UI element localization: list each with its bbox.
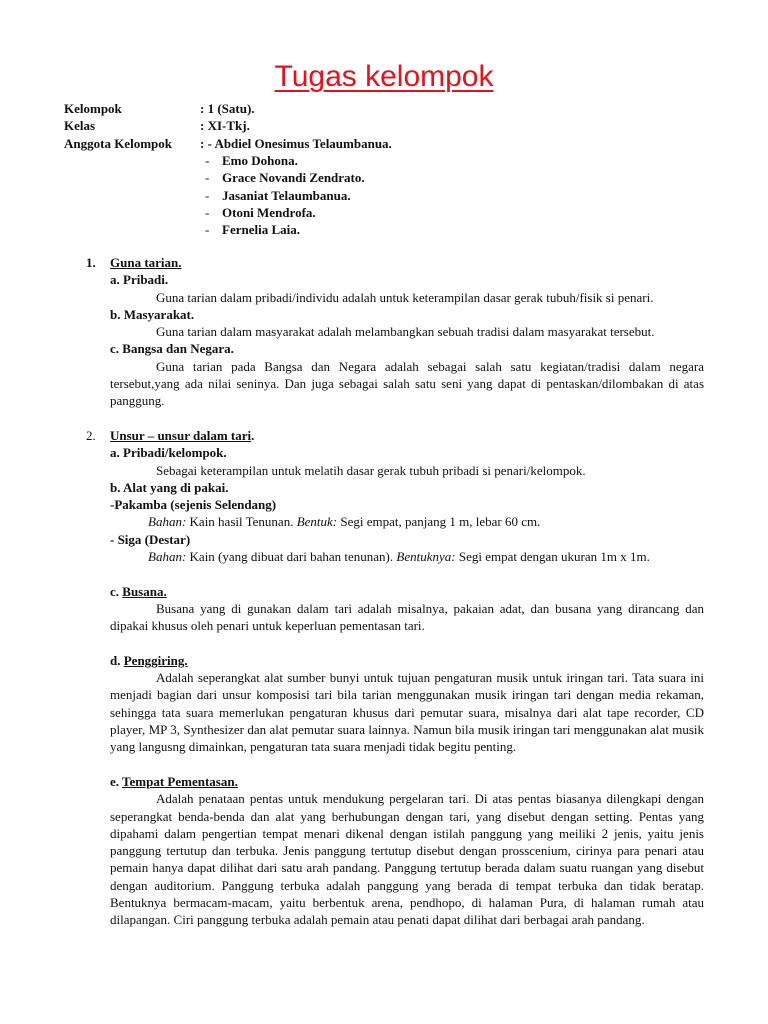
member-item: - Otoni Mendrofa.	[205, 204, 316, 220]
document-title: Tugas kelompok	[274, 60, 494, 93]
siga-detail: Bahan: Kain (yang dibuat dari bahan tenunan). Bentuknya: Segi empat dengan ukuran 1m x 1m.	[148, 549, 650, 565]
s2-c-text: Busana yang di gunakan dalam tari adalah misalnya, pakaian adat, dan busana yang dirancang dan dipakai khusus oleh penari untuk keperluan pementasan tari.	[110, 600, 704, 634]
s2-b-heading: b. Alat yang di pakai.	[110, 479, 229, 495]
anggota-label: Anggota Kelompok	[64, 135, 172, 151]
group-info	[64, 100, 392, 152]
s2-e-text: Adalah penataan pentas untuk mendukung pergelaran tari. Di atas pentas biasanya dilengkapi dengan seperangkat benda-benda dan alat yang berhubungan dengan tari, yang disebut dengan setting. Pentas yang dipahami dalam pengertian tempat menari dikenal dengan istilah panggung yang meiliki 2 jenis, yaitu jenis panggung tertutup dan terbuka. Jenis panggung tertutup disebut dengan prosscenium, cirinya para penari atau pemain hanya dapat dilihat dari satu arah pandang. Panggung tertutup berada dalam suatu ruangan yang disebut dengan auditorium. Panggung terbuka adalah panggung yang berada di tempat terbuka dan tidak beratap. Bentuknya bermacam-macam, yaitu berbentuk arena, pendhopo, di halaman Pura, di halaman rumah atau dilapangan. Ciri panggung terbuka adalah pemain atau penati dapat dilihat dari berbagai arah pandang.	[110, 791, 704, 928]
s2-a-text: Sebagai keterampilan untuk melatih dasar gerak tubuh pribadi si penari/kelompok.	[156, 462, 586, 478]
section-1-heading: 1. Guna tarian.	[86, 255, 182, 270]
section-1	[86, 254, 704, 410]
member-item: - Jasaniat Telaumbanua.	[205, 187, 351, 203]
member-item: - Fernelia Laia.	[205, 222, 300, 238]
anggota-first-member: : - Abdiel Onesimus Telaumbanua.	[200, 135, 392, 151]
kelompok-row	[64, 100, 392, 117]
section-2	[86, 427, 704, 929]
s1-b-text: Guna tarian dalam masyarakat adalah melambangkan sebuah tradisi dalam masyarakat tersebut.	[156, 324, 655, 340]
s2-d-text: Adalah seperangkat alat sumber bunyi untuk tujuan pengaturan musik untuk iringan tari. Tata suara ini menjadi bagian dari unsur komposisi tari bila tarian menggunakan musik iringan tari dengan media rekaman, sehingga tata suara memerlukan pengaturan khusus dari pemutar suara, misalnya dari alat tape recorder, CD player, MP 3, Synthesizer dan alat pemutar suara lainnya. Namun bila musik iringan tari menggunakan alat musik yang langusng dimainkan, pengaturan tata suara menjadi tidak begitu penting.	[110, 670, 704, 755]
section-2-heading: 2. Unsur – unsur dalam tari.	[86, 427, 255, 443]
member-list	[205, 152, 365, 238]
s2-e-heading: e. Tempat Pementasan.	[110, 773, 238, 789]
member-item: - Grace Novandi Zendrato.	[205, 170, 365, 186]
s2-d-heading: d. Penggiring.	[110, 652, 188, 668]
anggota-row	[64, 135, 392, 152]
siga-heading: - Siga (Destar)	[110, 531, 191, 547]
s1-c-heading: c. Bangsa dan Negara.	[110, 341, 234, 357]
kelas-value: : XI-Tkj.	[200, 118, 250, 134]
kelompok-value: : 1 (Satu).	[200, 101, 255, 116]
kelompok-label: Kelompok	[64, 101, 122, 116]
s1-a-text: Guna tarian dalam pribadi/individu adalah untuk keterampilan dasar gerak tubuh/fisik si penari.	[156, 289, 654, 305]
kelas-label: Kelas	[64, 118, 96, 134]
pakamba-heading: -Pakamba (sejenis Selendang)	[110, 497, 277, 513]
s2-c-heading: c. Busana.	[110, 583, 167, 599]
s2-a-heading: a. Pribadi/kelompok.	[110, 445, 227, 461]
member-item: - Emo Dohona.	[205, 153, 298, 168]
s1-b-heading: b. Masyarakat.	[110, 306, 195, 322]
document-body	[86, 254, 704, 929]
pakamba-detail: Bahan: Kain hasil Tenunan. Bentuk: Segi empat, panjang 1 m, lebar 60 cm.	[148, 514, 541, 530]
s1-c-text: Guna tarian pada Bangsa dan Negara adalah sebagai salah satu kegiatan/tradisi dalam negara tersebut,yang ada nilai seninya. Dan juga sebagai salah satu seni yang dapat di pentaskan/dilombakan di atas panggung.	[110, 358, 704, 409]
kelas-row	[64, 117, 392, 134]
s1-a-heading: a. Pribadi.	[110, 272, 169, 288]
